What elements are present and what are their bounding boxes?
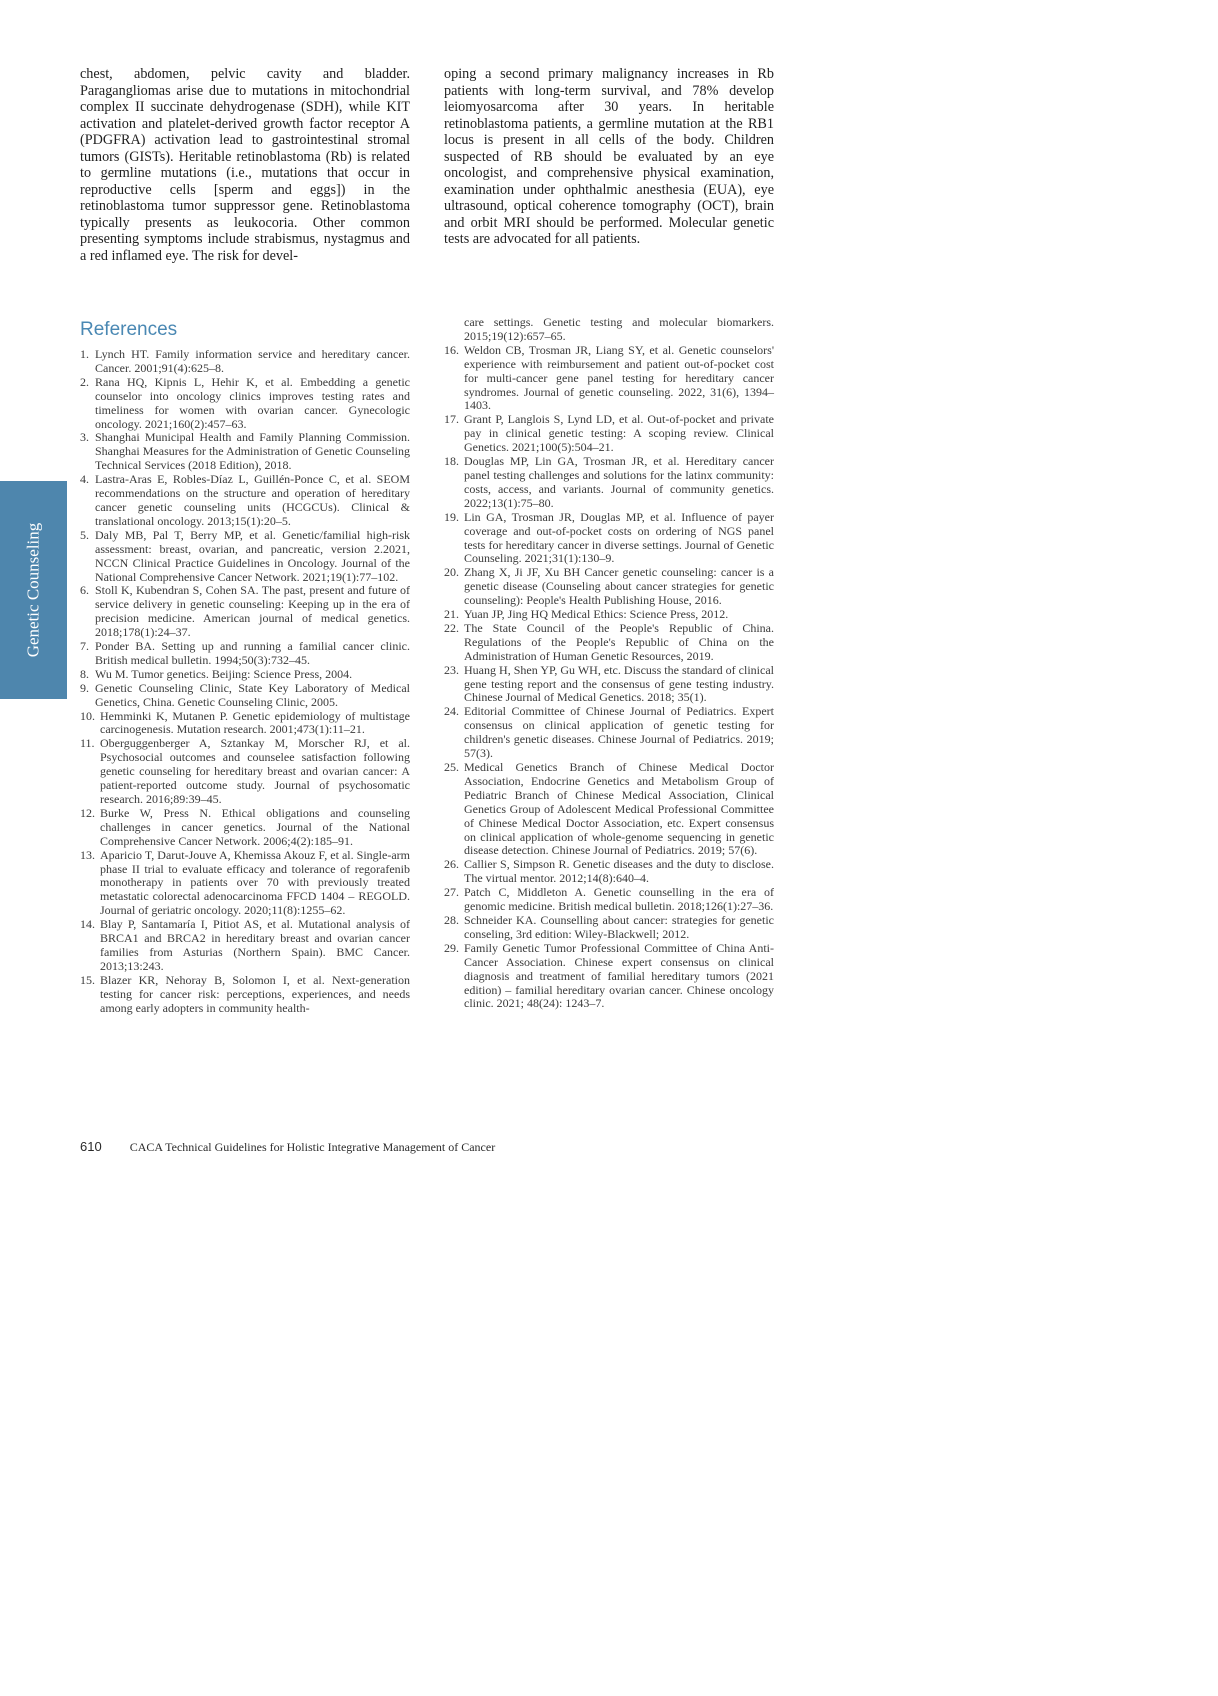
reference-number: 27.: [444, 885, 459, 900]
reference-text: Oberguggenberger A, Sztankay M, Morscher RJ, et al. Psychosocial outcomes and counselee satisfaction following genetic counseling for hereditary breast and ovarian cancer: A patient-reported outcome study. Journal of psychosomatic research. 2016;89:39–45.: [100, 736, 410, 806]
reference-number: 23.: [444, 662, 459, 677]
reference-number: 24.: [444, 704, 459, 719]
reference-item: [444, 942, 774, 1012]
reference-text: Blazer KR, Nehoray B, Solomon I, et al. Next-generation testing for cancer risk: perceptions, experiences, and needs among early adopters in community health-: [100, 972, 410, 1015]
reference-text: Lin GA, Trosman JR, Douglas MP, et al. Influence of payer coverage and out-of-pocket costs on ordering of NGS panel tests for hereditary cancer in diverse settings. Journal of Genetic Counseling. 2021;31(1):130–9.: [464, 509, 774, 566]
reference-number: 12.: [80, 805, 95, 820]
reference-item: [80, 431, 410, 473]
body-text-right-column: [444, 66, 774, 248]
reference-number: 18.: [444, 454, 459, 469]
reference-text: Zhang X, Ji JF, Xu BH Cancer genetic counseling: cancer is a genetic disease (Counseling about cancer strategies for genetic counseling): People's Health Publishing House, 2016.: [464, 565, 774, 608]
reference-text: Ponder BA. Setting up and running a familial cancer clinic. British medical bulletin. 1994;50(3):732–45.: [95, 639, 410, 667]
reference-number: 22.: [444, 620, 459, 635]
reference-item: [80, 473, 410, 529]
reference-text: The State Council of the People's Republic of China. Regulations of the People's Republic of China on the Administration of Human Genetic Resources, 2019.: [464, 620, 774, 663]
reference-number: 6.: [80, 583, 89, 598]
reference-item: [444, 705, 774, 761]
reference-number: 16.: [444, 342, 459, 357]
side-tab-label: Genetic Counseling: [23, 522, 43, 658]
section-side-tab: [0, 481, 67, 699]
reference-item: [444, 511, 774, 567]
reference-text: Daly MB, Pal T, Berry MP, et al. Genetic/familial high-risk assessment: breast, ovarian, and pancreatic, version 2.2021, NCCN Clinical Practice Guidelines in Oncology. Journal of the National Comprehensive Cancer Network. 2021;19(1):77–102.: [95, 527, 410, 584]
reference-text: Hemminki K, Mutanen P. Genetic epidemiology of multistage carcinogenesis. Mutation research. 2001;473(1):11–21.: [100, 708, 410, 737]
reference-item: [444, 914, 774, 942]
reference-text: Rana HQ, Kipnis L, Hehir K, et al. Embedding a genetic counselor into oncology clinics improves testing rates and timeliness for women with ovarian cancer. Gynecologic oncology. 2021;160(2):457–63.: [95, 374, 410, 431]
references-list-right: [444, 316, 774, 1011]
reference-item: [80, 529, 410, 585]
reference-number: 14.: [80, 917, 95, 932]
reference-item: [444, 413, 774, 455]
reference-text: Editorial Committee of Chinese Journal of Pediatrics. Expert consensus on clinical application of genetic testing for children's genetic diseases. Chinese Journal of Pediatrics. 2019; 57(3).: [464, 704, 774, 761]
reference-item: [80, 584, 410, 640]
reference-text: Grant P, Langlois S, Lynd LD, et al. Out-of-pocket and private pay in clinical genetic testing: A scoping review. Clinical Genetics. 2021;100(5):504–21.: [464, 412, 774, 455]
reference-text: Douglas MP, Lin GA, Trosman JR, et al. Hereditary cancer panel testing challenges and solutions for the latinx community: costs, access, and variants. Journal of community genetics. 2022;13(1):75–80.: [464, 454, 774, 510]
reference-item: [80, 668, 410, 682]
reference-item: [80, 348, 410, 376]
reference-text: Stoll K, Kubendran S, Cohen SA. The past, present and future of service delivery in genetic counseling: Keeping up in the era of precision medicine. American journal of medical genetics. 2018;178(1):24–37.: [95, 583, 410, 640]
running-title: CACA Technical Guidelines for Holistic Integrative Management of Cancer: [129, 1140, 496, 1154]
reference-text: Callier S, Simpson R. Genetic diseases and the duty to disclose. The virtual mentor. 2012;14(8):640–4.: [464, 857, 774, 886]
reference-number: 13.: [80, 847, 95, 862]
reference-continuation: care settings. Genetic testing and molecular biomarkers. 2015;19(12):657–65.: [464, 315, 774, 343]
reference-text: Patch C, Middleton A. Genetic counselling in the era of genomic medicine. British medical bulletin. 2018;126(1):27–36.: [464, 885, 774, 914]
reference-text: Schneider KA. Counselling about cancer: strategies for genetic conseling, 3rd edition: Wiley-Blackwell; 2012.: [464, 912, 774, 941]
reference-item: [444, 344, 774, 414]
reference-item: [80, 710, 410, 738]
reference-number: 15.: [80, 972, 95, 987]
reference-text: Huang H, Shen YP, Gu WH, etc. Discuss the standard of clinical gene testing report and the consensus of gene testing industry. Chinese Journal of Medical Genetics. 2018; 35(1).: [464, 662, 774, 705]
page-footer: [80, 1139, 495, 1155]
reference-item: [80, 918, 410, 974]
body-paragraph: oping a second primary malignancy increases in Rb patients with long-term survival, and 78% develop leiomyosarcoma after 30 years. In heritable retinoblastoma patients, a germline mutation at the RB1 locus is present in all cells of the body. Children suspected of RB should be evaluated by an eye oncologist, and comprehensive physical examination, examination under ophthalmic anesthesia (EUA), eye ultrasound, optical coherence tomography (OCT), brain and orbit MRI should be performed. Molecular genetic tests are advocated for all patients.: [444, 66, 774, 247]
reference-text: Aparicio T, Darut-Jouve A, Khemissa Akouz F, et al. Single-arm phase II trial to evaluate efficacy and tolerance of regorafenib monotherapy in patients over 70 with previously treated metastatic colorectal adenocarcinoma FFCD 1404 – REGOLD. Journal of geriatric oncology. 2020;11(8):1255–62.: [100, 847, 410, 918]
reference-text: Lastra-Aras E, Robles-Díaz L, Guillén-Ponce C, et al. SEOM recommendations on the structure and operation of hereditary cancer genetic counseling units (HCGCUs). Clinical & translational oncology. 2013;15(1):20–5.: [95, 472, 410, 528]
reference-number: 1.: [80, 347, 89, 361]
reference-number: 19.: [444, 509, 459, 524]
reference-number: 25.: [444, 760, 459, 774]
reference-item: [80, 974, 410, 1016]
reference-number: 4.: [80, 472, 89, 487]
reference-number: 3.: [80, 430, 89, 445]
reference-text: Family Genetic Tumor Professional Committee of China Anti-Cancer Association. Chinese expert consensus on clinical diagnosis and treatment of familial hereditary tumors (2021 edition) – familial hereditary ovarian cancer. Chinese oncology clinic. 2021; 48(24): 1243–7.: [464, 940, 774, 1011]
reference-text: Lynch HT. Family information service and hereditary cancer. Cancer. 2001;91(4):625–8.: [95, 347, 410, 375]
reference-item: [80, 807, 410, 849]
reference-number: 2.: [80, 374, 89, 389]
reference-number: 29.: [444, 940, 459, 955]
reference-item: [444, 455, 774, 511]
reference-number: 8.: [80, 666, 89, 681]
reference-number: 21.: [444, 607, 459, 622]
reference-item: [444, 664, 774, 706]
reference-item: [80, 737, 410, 807]
reference-text: Shanghai Municipal Health and Family Planning Commission. Shanghai Measures for the Administration of Genetic Counseling Technical Services (2018 Edition), 2018.: [95, 430, 410, 473]
reference-item: [80, 640, 410, 668]
reference-text: Medical Genetics Branch of Chinese Medical Doctor Association, Endocrine Genetics and Metabolism Group of Pediatric Branch of Chinese Medical Association, Clinical Genetics Group of Adolescent Medical Professional Committee of Chinese Medical Doctor Association, etc. Expert consensus on clinical application of whole-genome sequencing in genetic disease detection. Chinese Journal of Pediatrics. 2019; 57(6).: [464, 760, 774, 858]
reference-number: 26.: [444, 857, 459, 872]
reference-item: [444, 622, 774, 664]
reference-number: 7.: [80, 639, 89, 654]
references-list-left: [80, 348, 410, 1016]
reference-item: [80, 682, 410, 710]
reference-number: 11.: [80, 736, 95, 751]
reference-number: 20.: [444, 565, 459, 580]
reference-number: 28.: [444, 912, 459, 927]
reference-item: [444, 761, 774, 858]
reference-text: Burke W, Press N. Ethical obligations and counseling challenges in cancer genetics. Journal of the National Comprehensive Cancer Network. 2006;4(2):185–91.: [100, 805, 410, 848]
reference-number: 17.: [444, 412, 459, 427]
reference-item: [444, 886, 774, 914]
body-text-left-column: [80, 66, 410, 264]
reference-item: [80, 849, 410, 919]
reference-item: [80, 376, 410, 432]
reference-item: [444, 858, 774, 886]
reference-number: 10.: [80, 708, 95, 723]
references-heading: References: [80, 319, 178, 340]
body-paragraph: chest, abdomen, pelvic cavity and bladder. Paragangliomas arise due to mutations in mitochondrial complex II succinate dehydrogenase (SDH), while KIT activation and platelet-derived growth factor receptor A (PDGFRA) activation lead to gastrointestinal stromal tumors (GISTs). Heritable retinoblastoma (Rb) is related to germline mutations (i.e., mutations that occur in reproductive cells [sperm and eggs]) in the retinoblastoma tumor suppressor gene. Retinoblastoma typically presents as leukocoria. Other common presenting symptoms include strabismus, nystagmus and a red inflamed eye. The risk for devel-: [80, 66, 410, 264]
reference-text: Wu M. Tumor genetics. Beijing: Science Press, 2004.: [95, 666, 353, 681]
reference-text: Genetic Counseling Clinic, State Key Laboratory of Medical Genetics, China. Genetic Counseling Clinic, 2005.: [95, 680, 410, 709]
reference-text: Yuan JP, Jing HQ Medical Ethics: Science Press, 2012.: [464, 607, 729, 622]
reference-number: 9.: [80, 680, 89, 695]
reference-text: Blay P, Santamaría I, Pitiot AS, et al. Mutational analysis of BRCA1 and BRCA2 in hereditary breast and ovarian cancer families from Asturias (Northern Spain). BMC Cancer. 2013;13:243.: [100, 917, 410, 973]
reference-item: [444, 566, 774, 608]
page-number: 610: [80, 1139, 102, 1154]
reference-text: Weldon CB, Trosman JR, Liang SY, et al. Genetic counselors' experience with reimbursement and patient out-of-pocket cost for multi-cancer gene panel testing for hereditary cancer syndromes. Journal of genetic counseling. 2022, 31(6), 1394–1403.: [464, 342, 774, 413]
reference-item: [444, 608, 774, 622]
reference-number: 5.: [80, 527, 89, 542]
